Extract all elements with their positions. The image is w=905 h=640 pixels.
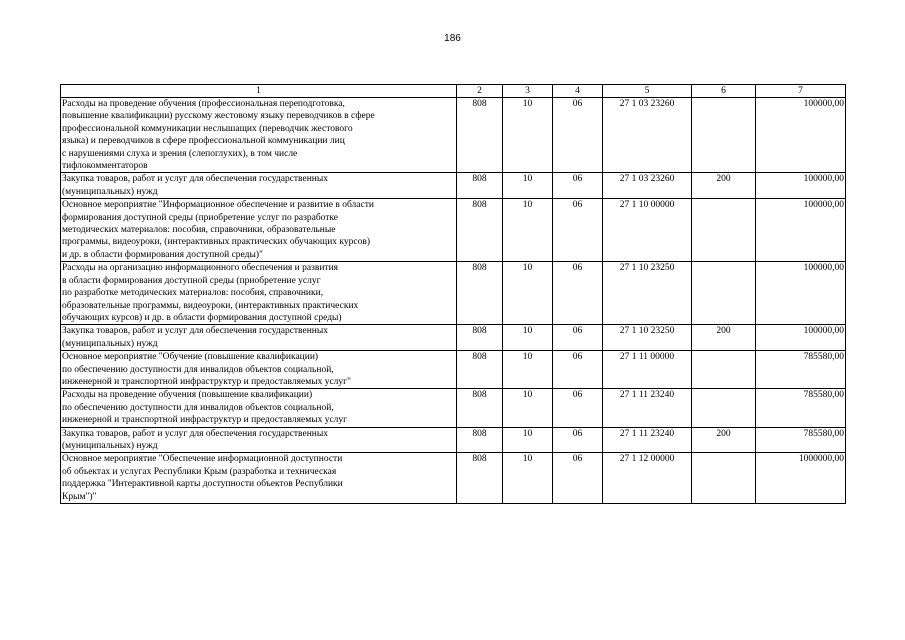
cell-col-6 (692, 351, 756, 389)
table-row (61, 427, 846, 453)
row-description: Основное мероприятие "Обучение (повышение квалификации) по обеспечению доступности для инвалидов объектов социальной, инженерной и транспортной инфраструктур и предоставляемых услуг" (61, 351, 457, 389)
cell-amount: 1000000,00 (756, 453, 846, 504)
row-description: Закупка товаров, работ и услуг для обеспечения государственных (муниципальных) нужд (61, 325, 457, 351)
cell-col-3: 10 (503, 98, 553, 173)
table-row (61, 199, 846, 262)
cell-amount: 785580,00 (756, 389, 846, 427)
cell-col-2: 808 (457, 98, 503, 173)
cell-col-4: 06 (553, 325, 603, 351)
row-description: Основное мероприятие "Информационное обеспечение и развитие в области формирования доступной среды (приобретение услуг по разработке методических материалов: пособия, справочники, образовательные программы, видеоуроки, (интерактивных практических обучающих курсов) и др. в области формирования доступной среды)" (61, 199, 457, 262)
cell-col-5: 27 1 10 00000 (603, 199, 692, 262)
row-description: Расходы на проведение обучения (профессиональная переподготовка, повышение квалификации) русскому жестовому языку переводчиков в сфере профессиональной коммуникации неслышащих (переводчик жестового языка) и переводчиков в сфере профессиональной коммуникации лиц с нарушениями слуха и зрения (слепоглухих), в том числе тифлокомментаторов (61, 98, 457, 173)
cell-col-6 (692, 98, 756, 173)
column-header: 6 (692, 85, 756, 98)
cell-col-6 (692, 453, 756, 504)
cell-col-3: 10 (503, 453, 553, 504)
column-header: 5 (603, 85, 692, 98)
cell-col-6: 200 (692, 325, 756, 351)
cell-col-2: 808 (457, 173, 503, 199)
cell-col-4: 06 (553, 453, 603, 504)
cell-col-2: 808 (457, 262, 503, 325)
cell-amount: 100000,00 (756, 262, 846, 325)
row-description: Закупка товаров, работ и услуг для обеспечения государственных (муниципальных) нужд (61, 427, 457, 453)
cell-col-4: 06 (553, 389, 603, 427)
page-number: 186 (444, 33, 461, 44)
cell-col-5: 27 1 11 00000 (603, 351, 692, 389)
cell-amount: 100000,00 (756, 325, 846, 351)
cell-col-4: 06 (553, 173, 603, 199)
cell-col-3: 10 (503, 262, 553, 325)
cell-col-6 (692, 389, 756, 427)
table-row (61, 325, 846, 351)
cell-col-3: 10 (503, 351, 553, 389)
column-header: 3 (503, 85, 553, 98)
cell-col-5: 27 1 11 23240 (603, 389, 692, 427)
cell-amount: 100000,00 (756, 98, 846, 173)
cell-col-5: 27 1 12 00000 (603, 453, 692, 504)
cell-col-2: 808 (457, 325, 503, 351)
row-description: Закупка товаров, работ и услуг для обеспечения государственных (муниципальных) нужд (61, 173, 457, 199)
row-description: Расходы на проведение обучения (повышение квалификации) по обеспечению доступности для инвалидов объектов социальной, инженерной и транспортной инфраструктур и предоставляемых услуг (61, 389, 457, 427)
header-row (61, 85, 846, 98)
column-header: 2 (457, 85, 503, 98)
table-row (61, 173, 846, 199)
row-description: Расходы на организацию информационного обеспечения и развития в области формирования доступной среды (приобретение услуг по разработке методических материалов: пособия, справочники, образовательные программы, видеоуроки, (интерактивных практических обучающих курсов) и др. в области формирования доступной среды) (61, 262, 457, 325)
row-description: Основное мероприятие "Обеспечение информационной доступности об объектах и услугах Республики Крым (разработка и техническая поддержка "Интерактивной карты доступности объектов Республики Крым")" (61, 453, 457, 504)
column-header: 4 (553, 85, 603, 98)
cell-col-4: 06 (553, 98, 603, 173)
cell-col-5: 27 1 03 23260 (603, 98, 692, 173)
cell-col-4: 06 (553, 199, 603, 262)
table-row (61, 453, 846, 504)
cell-amount: 100000,00 (756, 173, 846, 199)
cell-col-3: 10 (503, 325, 553, 351)
cell-col-5: 27 1 03 23260 (603, 173, 692, 199)
cell-col-4: 06 (553, 427, 603, 453)
cell-col-4: 06 (553, 351, 603, 389)
cell-col-6: 200 (692, 427, 756, 453)
cell-col-3: 10 (503, 173, 553, 199)
table-row (61, 262, 846, 325)
cell-col-5: 27 1 11 23240 (603, 427, 692, 453)
cell-col-2: 808 (457, 389, 503, 427)
cell-col-2: 808 (457, 427, 503, 453)
budget-table (60, 84, 846, 504)
table-row (61, 389, 846, 427)
cell-col-6 (692, 262, 756, 325)
cell-col-5: 27 1 10 23250 (603, 262, 692, 325)
column-header: 1 (61, 85, 457, 98)
cell-col-6: 200 (692, 173, 756, 199)
cell-col-3: 10 (503, 199, 553, 262)
cell-col-4: 06 (553, 262, 603, 325)
cell-col-6 (692, 199, 756, 262)
cell-col-3: 10 (503, 389, 553, 427)
cell-amount: 100000,00 (756, 199, 846, 262)
cell-col-5: 27 1 10 23250 (603, 325, 692, 351)
cell-amount: 785580,00 (756, 351, 846, 389)
cell-amount: 785580,00 (756, 427, 846, 453)
cell-col-2: 808 (457, 351, 503, 389)
column-header: 7 (756, 85, 846, 98)
cell-col-2: 808 (457, 199, 503, 262)
table-row (61, 351, 846, 389)
cell-col-2: 808 (457, 453, 503, 504)
cell-col-3: 10 (503, 427, 553, 453)
table-row (61, 98, 846, 173)
